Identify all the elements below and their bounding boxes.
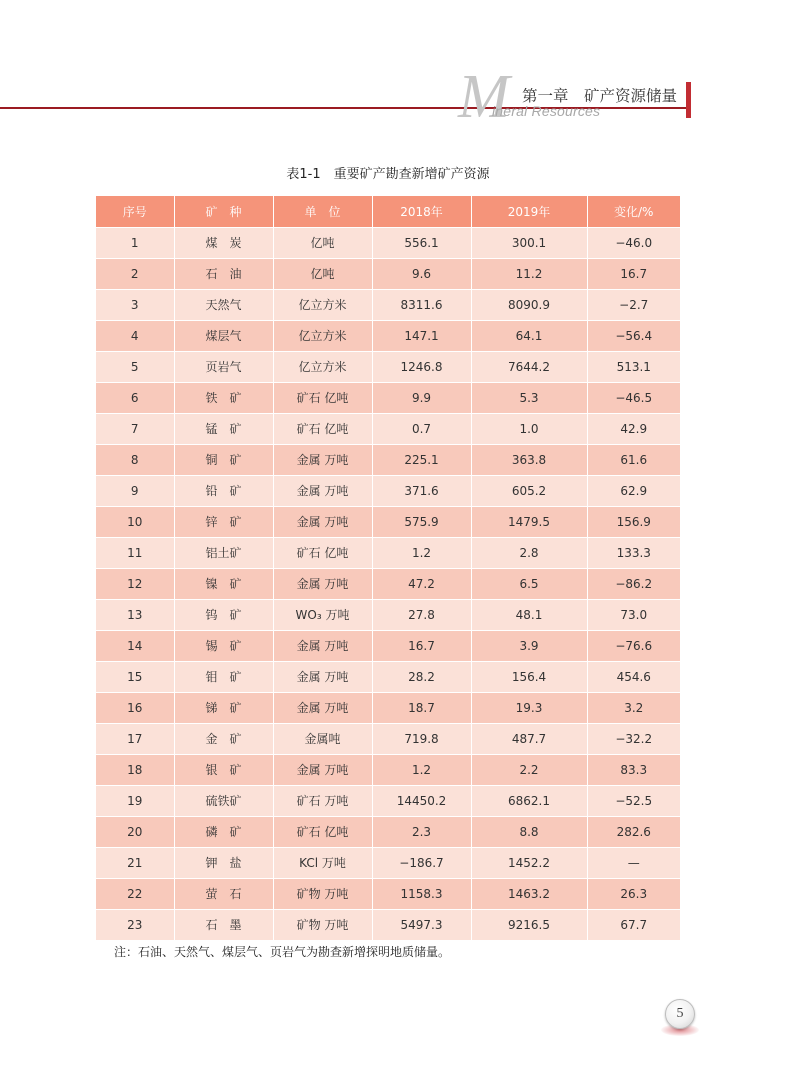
cell-2019: 1479.5 [471, 507, 587, 538]
cell-2019: 5.3 [471, 383, 587, 414]
cell-unit: 亿吨 [273, 228, 372, 259]
cell-change: −76.6 [587, 631, 680, 662]
table-note: 注：石油、天然气、煤层气、页岩气为勘查新增探明地质储量。 [114, 945, 451, 959]
cell-change: −56.4 [587, 321, 680, 352]
cell-mineral: 天然气 [174, 290, 273, 321]
cell-2019: 2.2 [471, 755, 587, 786]
table-row [96, 321, 680, 352]
cell-2018: 575.9 [372, 507, 471, 538]
cell-mineral: 石 墨 [174, 910, 273, 941]
cell-mineral: 钨 矿 [174, 600, 273, 631]
cell-no: 20 [96, 817, 174, 848]
cell-unit: 金属 万吨 [273, 662, 372, 693]
cell-change: 61.6 [587, 445, 680, 476]
cell-unit: 矿石 亿吨 [273, 538, 372, 569]
cell-unit: 亿立方米 [273, 352, 372, 383]
cell-no: 8 [96, 445, 174, 476]
table-row [96, 414, 680, 445]
cell-mineral: 金 矿 [174, 724, 273, 755]
cell-mineral: 萤 石 [174, 879, 273, 910]
cell-no: 22 [96, 879, 174, 910]
cell-2018: 225.1 [372, 445, 471, 476]
cell-no: 2 [96, 259, 174, 290]
table-row [96, 600, 680, 631]
minerals-table [96, 196, 680, 941]
cell-no: 11 [96, 538, 174, 569]
cell-change: −52.5 [587, 786, 680, 817]
cell-mineral: 煤层气 [174, 321, 273, 352]
cell-mineral: 磷 矿 [174, 817, 273, 848]
table-row [96, 352, 680, 383]
cell-no: 13 [96, 600, 174, 631]
table-row [96, 538, 680, 569]
cell-mineral: 页岩气 [174, 352, 273, 383]
cell-no: 4 [96, 321, 174, 352]
cell-2018: 5497.3 [372, 910, 471, 941]
table-header-row [96, 196, 680, 228]
cell-2018: 9.9 [372, 383, 471, 414]
cell-change: 83.3 [587, 755, 680, 786]
cell-2019: 8090.9 [471, 290, 587, 321]
table-row [96, 755, 680, 786]
cell-unit: 亿立方米 [273, 321, 372, 352]
col-header-unit: 单 位 [273, 196, 372, 228]
cell-2019: 6862.1 [471, 786, 587, 817]
cell-2018: 1158.3 [372, 879, 471, 910]
cell-unit: 亿立方米 [273, 290, 372, 321]
cell-no: 9 [96, 476, 174, 507]
cell-2018: 14450.2 [372, 786, 471, 817]
table-row [96, 631, 680, 662]
cell-mineral: 铅 矿 [174, 476, 273, 507]
cell-unit: 矿石 亿吨 [273, 817, 372, 848]
table-row [96, 848, 680, 879]
cell-no: 12 [96, 569, 174, 600]
cell-change: — [587, 848, 680, 879]
table-caption: 表1-1 重要矿产勘查新增矿产资源 [286, 167, 490, 182]
cell-2019: 2.8 [471, 538, 587, 569]
page-number: 5 [665, 999, 695, 1029]
table-row [96, 290, 680, 321]
cell-2018: 1246.8 [372, 352, 471, 383]
cell-mineral: 石 油 [174, 259, 273, 290]
cell-change: 67.7 [587, 910, 680, 941]
cell-2019: 363.8 [471, 445, 587, 476]
cell-change: −46.0 [587, 228, 680, 259]
cell-unit: 矿物 万吨 [273, 879, 372, 910]
cell-2019: 8.8 [471, 817, 587, 848]
cell-mineral: 锌 矿 [174, 507, 273, 538]
table-row [96, 259, 680, 290]
cell-mineral: 硫铁矿 [174, 786, 273, 817]
cell-mineral: 铜 矿 [174, 445, 273, 476]
cell-change: 73.0 [587, 600, 680, 631]
chapter-title: 第一章 矿产资源储量 [522, 87, 678, 105]
cell-2019: 487.7 [471, 724, 587, 755]
cell-2019: 1.0 [471, 414, 587, 445]
cell-mineral: 钾 盐 [174, 848, 273, 879]
table-row [96, 507, 680, 538]
cell-2019: 64.1 [471, 321, 587, 352]
cell-change: 156.9 [587, 507, 680, 538]
cell-change: 133.3 [587, 538, 680, 569]
cell-2018: 47.2 [372, 569, 471, 600]
cell-2018: 147.1 [372, 321, 471, 352]
cell-2019: 7644.2 [471, 352, 587, 383]
cell-no: 14 [96, 631, 174, 662]
table-row [96, 786, 680, 817]
cell-unit: 亿吨 [273, 259, 372, 290]
cell-2019: 1452.2 [471, 848, 587, 879]
cell-mineral: 锑 矿 [174, 693, 273, 724]
cell-mineral: 锰 矿 [174, 414, 273, 445]
cell-2018: 1.2 [372, 755, 471, 786]
cell-change: 42.9 [587, 414, 680, 445]
table-row [96, 228, 680, 259]
cell-no: 6 [96, 383, 174, 414]
cell-change: 3.2 [587, 693, 680, 724]
table-body [96, 228, 680, 941]
cell-2019: 9216.5 [471, 910, 587, 941]
cell-no: 15 [96, 662, 174, 693]
cell-no: 10 [96, 507, 174, 538]
cell-no: 21 [96, 848, 174, 879]
cell-no: 18 [96, 755, 174, 786]
col-header-mineral: 矿 种 [174, 196, 273, 228]
cell-mineral: 铁 矿 [174, 383, 273, 414]
cell-no: 23 [96, 910, 174, 941]
cell-change: 16.7 [587, 259, 680, 290]
cell-2019: 156.4 [471, 662, 587, 693]
cell-change: 513.1 [587, 352, 680, 383]
cell-mineral: 煤 炭 [174, 228, 273, 259]
cell-unit: 金属吨 [273, 724, 372, 755]
cell-mineral: 铝土矿 [174, 538, 273, 569]
table-row [96, 693, 680, 724]
cell-2019: 6.5 [471, 569, 587, 600]
table-row [96, 817, 680, 848]
logo-letter: M [458, 63, 510, 131]
col-header-2018: 2018年 [372, 196, 471, 228]
cell-2019: 19.3 [471, 693, 587, 724]
cell-change: −32.2 [587, 724, 680, 755]
cell-2018: 28.2 [372, 662, 471, 693]
cell-2018: 18.7 [372, 693, 471, 724]
cell-change: 26.3 [587, 879, 680, 910]
cell-change: −46.5 [587, 383, 680, 414]
cell-change: −86.2 [587, 569, 680, 600]
cell-unit: 金属 万吨 [273, 445, 372, 476]
cell-2018: 0.7 [372, 414, 471, 445]
cell-2019: 48.1 [471, 600, 587, 631]
cell-2018: 27.8 [372, 600, 471, 631]
cell-unit: 矿石 万吨 [273, 786, 372, 817]
cell-no: 5 [96, 352, 174, 383]
cell-2018: 719.8 [372, 724, 471, 755]
col-header-change: 变化/% [587, 196, 680, 228]
cell-2018: 556.1 [372, 228, 471, 259]
logo-text: ineral Resources [492, 103, 601, 119]
cell-no: 3 [96, 290, 174, 321]
cell-no: 7 [96, 414, 174, 445]
cell-no: 1 [96, 228, 174, 259]
col-header-2019: 2019年 [471, 196, 587, 228]
cell-unit: 金属 万吨 [273, 693, 372, 724]
col-header-no: 序号 [96, 196, 174, 228]
table-row [96, 879, 680, 910]
cell-2018: 16.7 [372, 631, 471, 662]
table-row [96, 662, 680, 693]
cell-unit: 金属 万吨 [273, 476, 372, 507]
cell-mineral: 锡 矿 [174, 631, 273, 662]
cell-2019: 3.9 [471, 631, 587, 662]
cell-no: 19 [96, 786, 174, 817]
cell-mineral: 银 矿 [174, 755, 273, 786]
cell-2019: 605.2 [471, 476, 587, 507]
header-accent-bar [686, 82, 691, 118]
cell-unit: 金属 万吨 [273, 569, 372, 600]
cell-unit: 矿石 亿吨 [273, 383, 372, 414]
cell-2018: −186.7 [372, 848, 471, 879]
table-row [96, 569, 680, 600]
cell-2018: 2.3 [372, 817, 471, 848]
cell-unit: 矿物 万吨 [273, 910, 372, 941]
cell-unit: 矿石 亿吨 [273, 414, 372, 445]
cell-change: 454.6 [587, 662, 680, 693]
cell-change: 62.9 [587, 476, 680, 507]
cell-2018: 9.6 [372, 259, 471, 290]
cell-unit: 金属 万吨 [273, 507, 372, 538]
cell-2018: 8311.6 [372, 290, 471, 321]
table-row [96, 724, 680, 755]
cell-2018: 371.6 [372, 476, 471, 507]
table-row [96, 910, 680, 941]
cell-mineral: 钼 矿 [174, 662, 273, 693]
cell-no: 17 [96, 724, 174, 755]
cell-change: −2.7 [587, 290, 680, 321]
cell-2019: 300.1 [471, 228, 587, 259]
cell-2018: 1.2 [372, 538, 471, 569]
cell-unit: 金属 万吨 [273, 755, 372, 786]
table-row [96, 383, 680, 414]
cell-unit: KCl 万吨 [273, 848, 372, 879]
cell-no: 16 [96, 693, 174, 724]
cell-2019: 1463.2 [471, 879, 587, 910]
table-row [96, 476, 680, 507]
cell-unit: WO₃ 万吨 [273, 600, 372, 631]
cell-mineral: 镍 矿 [174, 569, 273, 600]
cell-2019: 11.2 [471, 259, 587, 290]
cell-unit: 金属 万吨 [273, 631, 372, 662]
table-row [96, 445, 680, 476]
cell-change: 282.6 [587, 817, 680, 848]
